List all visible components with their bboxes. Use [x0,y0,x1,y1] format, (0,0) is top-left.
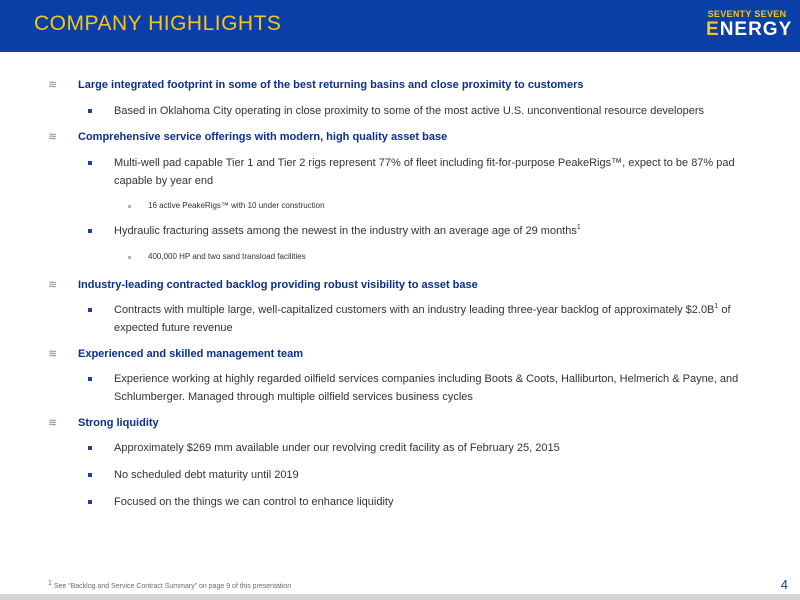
list-item-text: Focused on the things we can control to enhance liquidity [114,496,394,508]
section-heading: Large integrated footprint in some of the best returning basins and close proximity to customers [78,79,584,91]
footnote-ref: 1 [576,224,581,231]
list-item-text: Based in Oklahoma City operating in close proximity to some of the most active U.S. unconventional resource developers [114,105,705,117]
section-heading: Strong liquidity [78,417,159,429]
square-bullet-icon [88,473,92,477]
footnote-text: See “Backlog and Service Contract Summary” on page 9 of this presentation [51,583,292,590]
section-heading: Experienced and skilled management team [78,348,303,360]
square-bullet-icon [88,161,92,165]
list-item-text-main: Hydraulic fracturing assets among the newest in the industry with an average age of 29 months [114,225,577,237]
section-heading: Industry-leading contracted backlog providing robust visibility to asset base [78,279,478,291]
logo-e-letter: E [706,19,720,40]
footnote [48,580,292,590]
square-bullet-icon [88,446,92,450]
list-item-text-main: Contracts with multiple large, well-capitalized customers with an industry leading three-year backlog of approximately $2.0B [114,304,715,316]
list-item-text: Approximately $269 mm available under our revolving credit facility as of February 25, 2015 [114,442,560,454]
logo-top-text: SEVENTY SEVEN [707,9,787,19]
square-bullet-icon [88,229,92,233]
square-bullet-icon [88,109,92,113]
page-title: COMPANY HIGHLIGHTS [34,12,282,35]
sub-list-item-text: 400,000 HP and two sand transload facilities [148,252,306,261]
header-bar [0,0,800,52]
section-bullet-icon: ≋ [48,348,58,360]
list-item-text: No scheduled debt maturity until 2019 [114,469,299,481]
bottom-divider-bar [0,594,800,600]
list-item-text [114,301,774,337]
square-bullet-icon [88,308,92,312]
footnote-marker: 1 [48,580,52,587]
logo-bottom-text [706,19,793,40]
section-bullet-icon: ≋ [48,131,58,143]
logo-nergy-text: NERGY [719,19,793,40]
list-item-text [114,222,774,240]
list-item-text-tail: of expected future revenue [114,304,731,334]
section-heading: Comprehensive service offerings with modern, high quality asset base [78,131,448,143]
small-square-bullet-icon [128,205,131,208]
list-item-text: Experience working at highly regarded oilfield services companies including Boots & Coots, Halliburton, Helmerich & Payne, and Schlumberger. Managed through multiple oilfield services business cycles [114,373,739,403]
small-square-bullet-icon [128,256,131,259]
section-bullet-icon: ≋ [48,79,58,91]
square-bullet-icon [88,500,92,504]
section-bullet-icon: ≋ [48,417,58,429]
page-number: 4 [780,577,788,592]
footnote-ref: 1 [714,303,719,310]
square-bullet-icon [88,377,92,381]
list-item-text: Multi-well pad capable Tier 1 and Tier 2 rigs represent 77% of fleet including fit-for-purpose PeakeRigs™, expect to be 87% pad capable by year end [114,157,735,187]
section-bullet-icon: ≋ [48,279,58,291]
sub-list-item-text: 16 active PeakeRigs™ with 10 under construction [148,201,325,210]
company-logo [706,9,793,40]
